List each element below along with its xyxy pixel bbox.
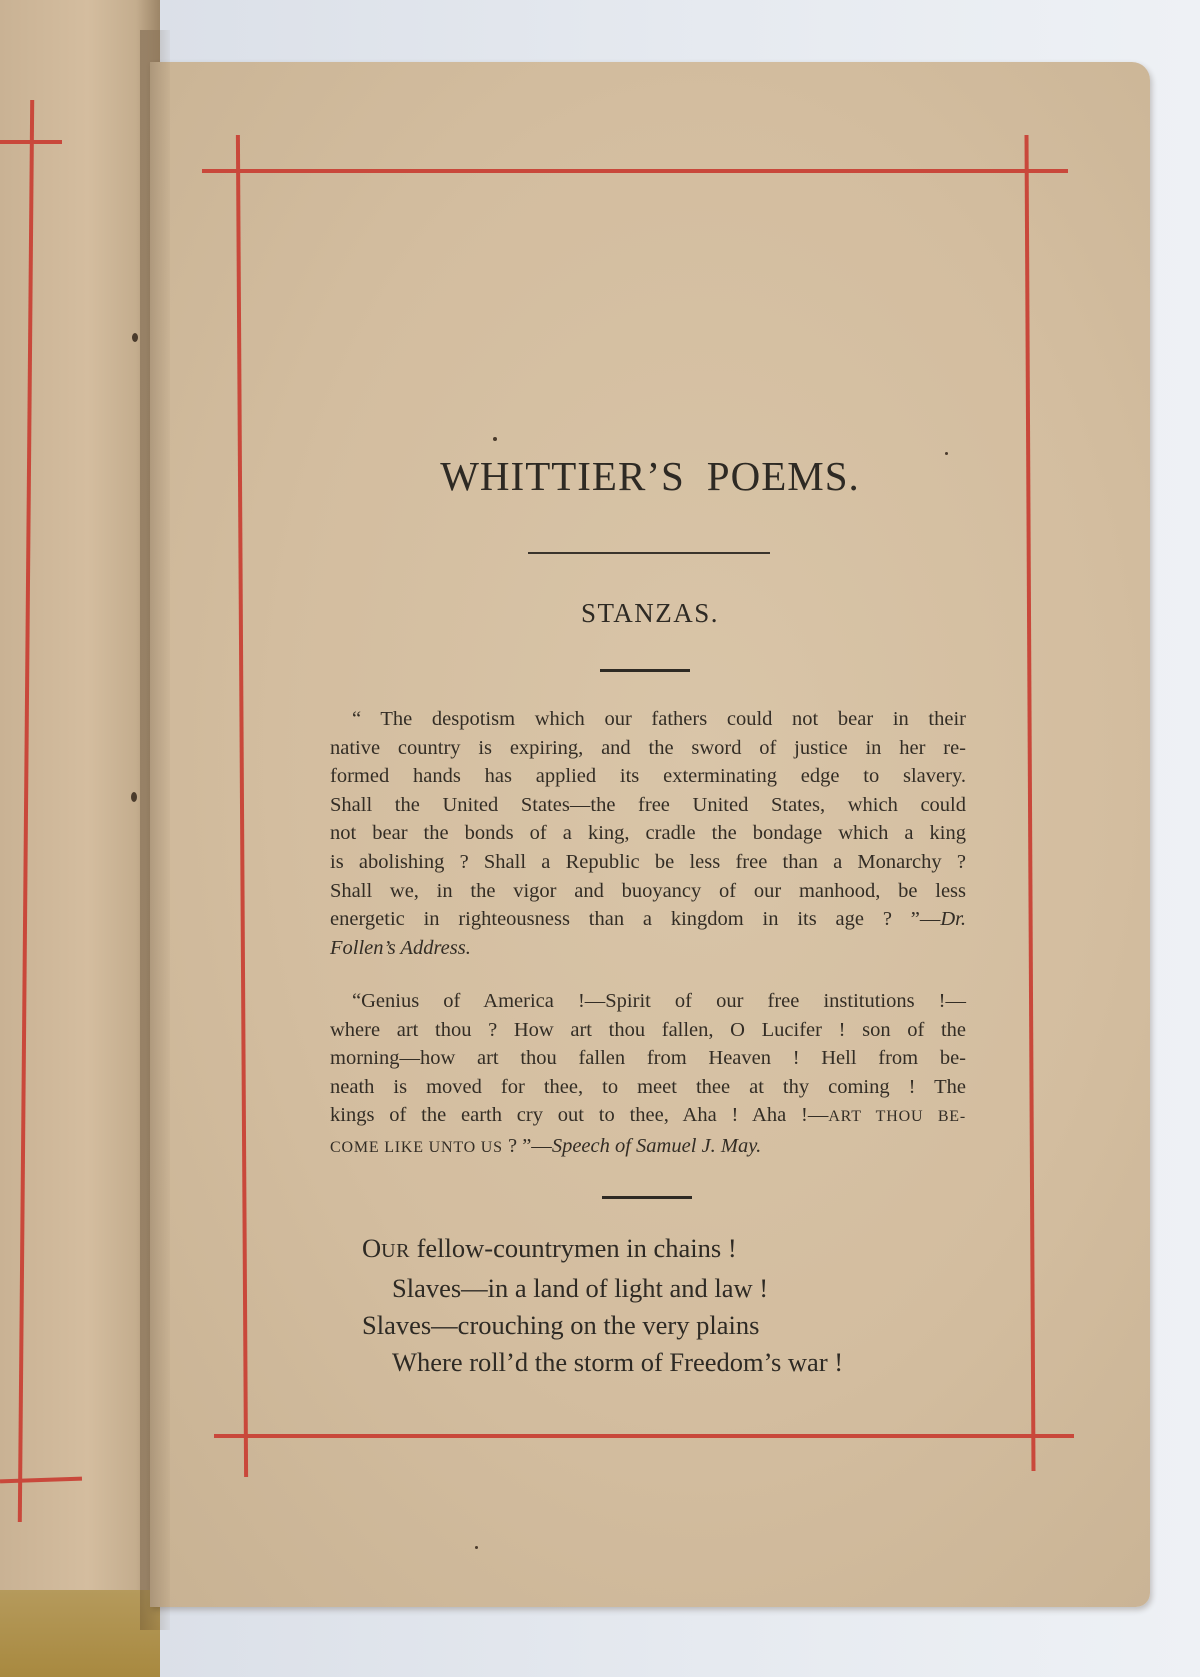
frame-bottom-rule <box>214 1434 1074 1438</box>
epigraph-line: Shall we, in the vigor and buoyancy of our manhood, be less <box>330 879 966 902</box>
frame-top-rule <box>202 169 1068 173</box>
epigraph-line: native country is expiring, and the sword of justice in her re- <box>330 736 966 759</box>
epigraph-line: where art thou ? How art thou fallen, O Lucifer ! son of the <box>330 1018 966 1041</box>
epigraph-line: is abolishing ? Shall a Republic be less free than a Monarchy ? <box>330 850 966 873</box>
epigraph-attribution: COME LIKE UNTO US ? ”—Speech of Samuel J. May. <box>330 1134 762 1157</box>
epigraph-line: energetic in righteousness than a kingdom in its age ? ”—Dr. <box>330 908 966 931</box>
section-divider <box>600 669 690 672</box>
book-spine <box>0 1590 160 1677</box>
verse-line-3: Slaves—crouching on the very plains <box>362 1310 760 1340</box>
epigraph-may <box>330 987 966 1163</box>
epigraph-line: not bear the bonds of a king, cradle the bondage which a king <box>330 822 966 845</box>
paper-speck <box>131 792 137 802</box>
epigraph-line: formed hands has applied its exterminating edge to slavery. <box>330 765 966 788</box>
verse-line-4: Where roll’d the storm of Freedom’s war ! <box>392 1347 844 1377</box>
verse-line-1: OUR fellow-countrymen in chains ! <box>362 1233 737 1263</box>
title-divider <box>528 552 770 554</box>
epigraph-line: “Genius of America !—Spirit of our free institutions !— <box>352 990 966 1012</box>
paper-speck <box>945 452 948 455</box>
section-title: STANZAS. <box>580 598 720 628</box>
paper-speck <box>132 333 138 342</box>
epigraph-follen <box>330 705 966 962</box>
book-title: WHITTIER’S POEMS. <box>440 453 860 499</box>
verse-divider <box>602 1196 692 1199</box>
epigraph-line: Shall the United States—the free United States, which could <box>330 793 966 816</box>
epigraph-line: neath is moved for thee, to meet thee at thy coming ! The <box>330 1075 966 1098</box>
epigraph-line: morning—how art thou fallen from Heaven ! Hell from be- <box>330 1047 966 1070</box>
left-page-top-rule <box>0 140 62 144</box>
paper-speck <box>493 437 497 441</box>
epigraph-line: “ The despotism which our fathers could not bear in their <box>352 708 966 730</box>
page-gutter-shadow <box>140 30 170 1630</box>
verse-line-2: Slaves—in a land of light and law ! <box>392 1273 769 1303</box>
paper-speck <box>475 1546 478 1549</box>
epigraph-attribution: Follen’s Address. <box>330 936 471 959</box>
poem-stanza <box>362 1230 843 1381</box>
epigraph-line: kings of the earth cry out to thee, Aha ! Aha !—ART THOU BE- <box>330 1104 966 1127</box>
